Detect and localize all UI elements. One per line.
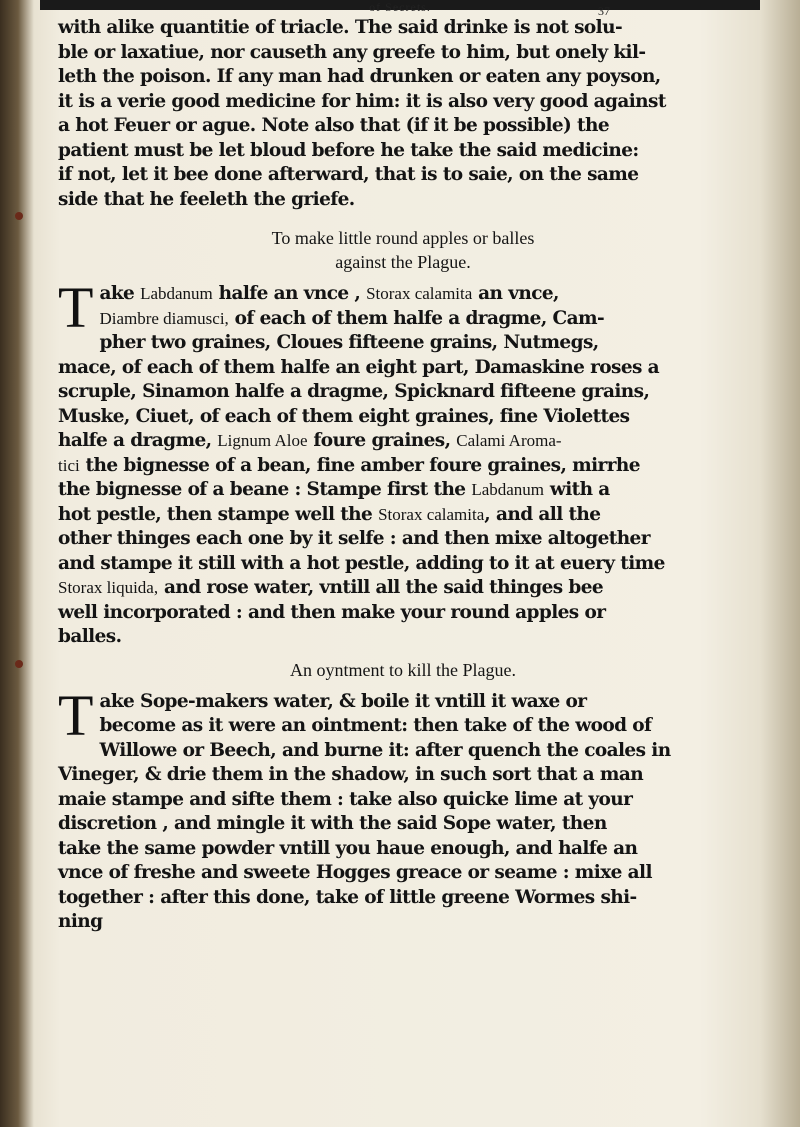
text-run: and stampe it still with a hot pestle, adding to it at euery time <box>58 552 665 574</box>
text-run: an vnce, <box>472 283 559 304</box>
text-run: with a <box>544 479 610 500</box>
text-line <box>58 307 748 332</box>
roman-term: Lignum Aloe <box>217 431 308 450</box>
text-line <box>58 356 748 381</box>
text-run: Muske, Ciuet, of each of them eight graines, fine Violettes <box>58 405 630 427</box>
text-line: take the same powder vntill you haue enough, and halfe an <box>58 837 638 859</box>
drop-cap: T <box>58 275 94 340</box>
heading-ointment: An oyntment to kill the Plague. <box>290 659 516 680</box>
text-line: patient must be let bloud before he take the said medicine: <box>58 139 639 161</box>
text-block <box>58 16 748 935</box>
ink-blot <box>15 212 23 220</box>
roman-term: Calami Aroma- <box>456 431 562 450</box>
text-line <box>58 282 748 307</box>
text-line: maie stampe and sifte them : take also quicke lime at your <box>58 788 633 810</box>
text-line: it is a verie good medicine for him: it is also very good against <box>58 90 666 112</box>
text-line <box>58 503 748 528</box>
text-line <box>58 527 748 552</box>
text-line: side that he feeleth the griefe. <box>58 188 355 210</box>
recipe-ointment <box>58 682 748 935</box>
text-run: the bignesse of a beane : Stampe first the <box>58 479 472 500</box>
text-line: a hot Feuer or ague. Note also that (if it be possible) the <box>58 115 610 136</box>
heading-round-apples: To make little round apples or balles <box>271 228 535 248</box>
text-line: together : after this done, take of little greene Wormes shi- <box>58 886 637 908</box>
roman-term: Storax liquida, <box>58 578 159 597</box>
text-line: if not, let it bee done afterward, that is to saie, on the same <box>58 164 639 185</box>
text-line <box>58 625 748 650</box>
text-line <box>58 552 748 577</box>
text-line: ning <box>58 911 103 932</box>
text-run: hot pestle, then stampe well the <box>58 503 379 525</box>
ink-blot <box>15 660 23 668</box>
text-run: and rose water, vntill all the said thinges bee <box>158 577 604 598</box>
text-run: halfe an vnce , <box>212 283 367 304</box>
roman-term: Diambre diamusci, <box>99 308 229 328</box>
text-line <box>58 576 748 601</box>
recipe-round-apples <box>58 275 748 650</box>
roman-term: tici <box>58 455 80 475</box>
text-run: , and all the <box>484 503 601 525</box>
text-line: vnce of freshe and sweete Hogges greace or seame : mixe all <box>58 862 652 883</box>
text-run: the bignesse of a bean, fine amber foure graines, mirrhe <box>79 454 640 476</box>
text-run: pher two graines, Cloues fifteene grains, Nutmegs, <box>99 332 599 353</box>
paragraph-treacle-drink <box>58 16 748 212</box>
text-line: ake Sope-makers water, & boile it vntill it waxe or <box>99 690 587 712</box>
text-line: leth the poison. If any man had drunken or eaten any poyson, <box>58 66 661 87</box>
text-run: balles. <box>58 626 122 647</box>
text-run: mace, of each of them halfe an eight part, Damaskine roses a <box>58 356 660 378</box>
text-line: Willowe or Beech, and burne it: after quench the coales in <box>99 739 671 761</box>
text-line <box>58 380 748 405</box>
text-run: ake <box>99 283 141 304</box>
text-line <box>58 331 748 356</box>
text-line <box>58 601 748 626</box>
text-run: well incorporated : and then make your round apples or <box>58 601 606 623</box>
roman-term: Labdanum <box>471 480 545 499</box>
roman-term: Storax calamita <box>378 504 485 524</box>
text-run: halfe a dragme, <box>58 430 218 451</box>
text-line: Vineger, & drie them in the shadow, in such sort that a man <box>58 764 644 785</box>
text-line: ble or laxatiue, nor causeth any greefe to him, but onely kil- <box>58 41 646 63</box>
text-line <box>58 454 748 479</box>
text-line: become as it were an ointment: then take of the wood of <box>99 715 652 736</box>
text-run: other thinges each one by it selfe : and then mixe altogether <box>58 528 650 549</box>
text-run: scruple, Sinamon halfe a dragme, Spicknard fifteene grains, <box>58 381 650 402</box>
heading-round-apples-line2: against the Plague. <box>335 252 471 272</box>
roman-term: Labdanum <box>140 284 213 303</box>
roman-term: Storax calamita <box>366 284 473 303</box>
page-number: 37 <box>598 4 610 18</box>
text-run: foure graines, <box>307 430 457 451</box>
text-line <box>58 405 748 430</box>
text-line <box>58 478 748 503</box>
running-head: of Secrets. <box>369 0 431 14</box>
drop-cap: T <box>58 682 94 748</box>
text-line: with alike quantitie of triacle. The said drinke is not solu- <box>58 17 623 38</box>
text-run: of each of them halfe a dragme, Cam- <box>228 307 605 329</box>
text-line <box>58 429 748 454</box>
text-line: discretion , and mingle it with the said Sope water, then <box>58 813 607 834</box>
